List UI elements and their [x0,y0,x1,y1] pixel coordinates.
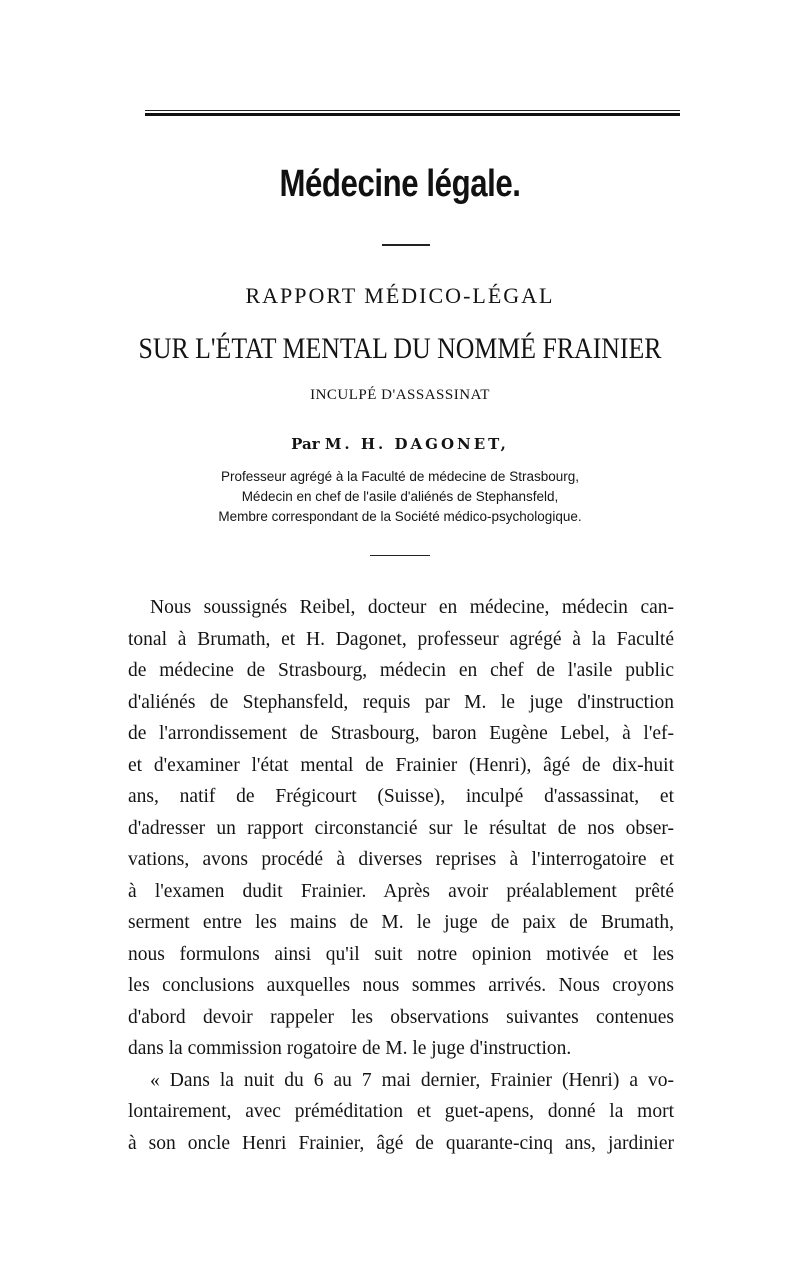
section-title: Médecine légale. [279,163,521,205]
body-line: lontairement, avec préméditation et guet-apens, donné la mort [128,1101,674,1122]
body-line: d'aliénés de Stephansfeld, requis par M. le juge d'instruction [128,691,674,713]
title-separator [382,244,430,246]
body-line: serment entre les mains de M. le juge de paix de Brumath, [128,912,674,933]
body-line: dans la commission rogatoire de M. le juge d'instruction. [128,1038,572,1059]
credential-line: Membre correspondant de la Société médico-psychologique. [218,509,582,524]
report-title: RAPPORT MÉDICO-LÉGAL [245,283,555,308]
author-credentials [0,467,800,527]
header-rule-thin [145,110,680,111]
body-line: nous formulons ainsi qu'il suit notre opinion motivée et les [128,943,674,965]
body-line: ans, natif de Frégicourt (Suisse), inculpé d'assassinat, et [128,786,674,807]
report-subtitle: SUR L'ÉTAT MENTAL DU NOMMÉ FRAINIER [138,332,662,365]
body-line: à l'examen dudit Frainier. Après avoir préalablement prêté [128,880,674,902]
body-line: et d'examiner l'état mental de Frainier (Henri), âgé de dix-huit [128,754,674,776]
body-line: de l'arrondissement de Strasbourg, baron Eugène Lebel, à l'ef- [128,723,674,744]
report-charge: INCULPÉ D'ASSASSINAT [310,387,490,403]
header-double-rule [145,110,680,117]
body-line: Nous soussignés Reibel, docteur en médecine, médecin can- [150,597,674,618]
body-line: les conclusions auxquelles nous sommes arrivés. Nous croyons [128,975,674,996]
body-line: d'abord devoir rappeler les observations suivantes contenues [128,1006,674,1028]
header-rule-thick [145,113,680,116]
credential-line: Professeur agrégé à la Faculté de médecine de Strasbourg, [221,469,579,484]
author-name: M. H. DAGONET, [324,435,509,453]
header-end-separator [370,555,430,556]
body-line: vations, avons procédé à diverses reprises à l'interrogatoire et [128,849,674,870]
credential-line: Médecin en chef de l'asile d'aliénés de Stephansfeld, [241,489,559,504]
body-line: tonal à Brumath, et H. Dagonet, professeur agrégé à la Faculté [128,628,674,650]
body-text [128,592,674,1159]
author-prefix: Par [291,435,320,453]
body-line: d'adresser un rapport circonstancié sur le résultat de nos obser- [128,817,674,839]
body-line: « Dans la nuit du 6 au 7 mai dernier, Frainier (Henri) a vo- [150,1069,674,1091]
author-line [0,435,800,453]
body-line: de médecine de Strasbourg, médecin en chef de l'asile public [128,660,674,681]
body-line: à son oncle Henri Frainier, âgé de quarante-cinq ans, jardinier [128,1132,674,1154]
